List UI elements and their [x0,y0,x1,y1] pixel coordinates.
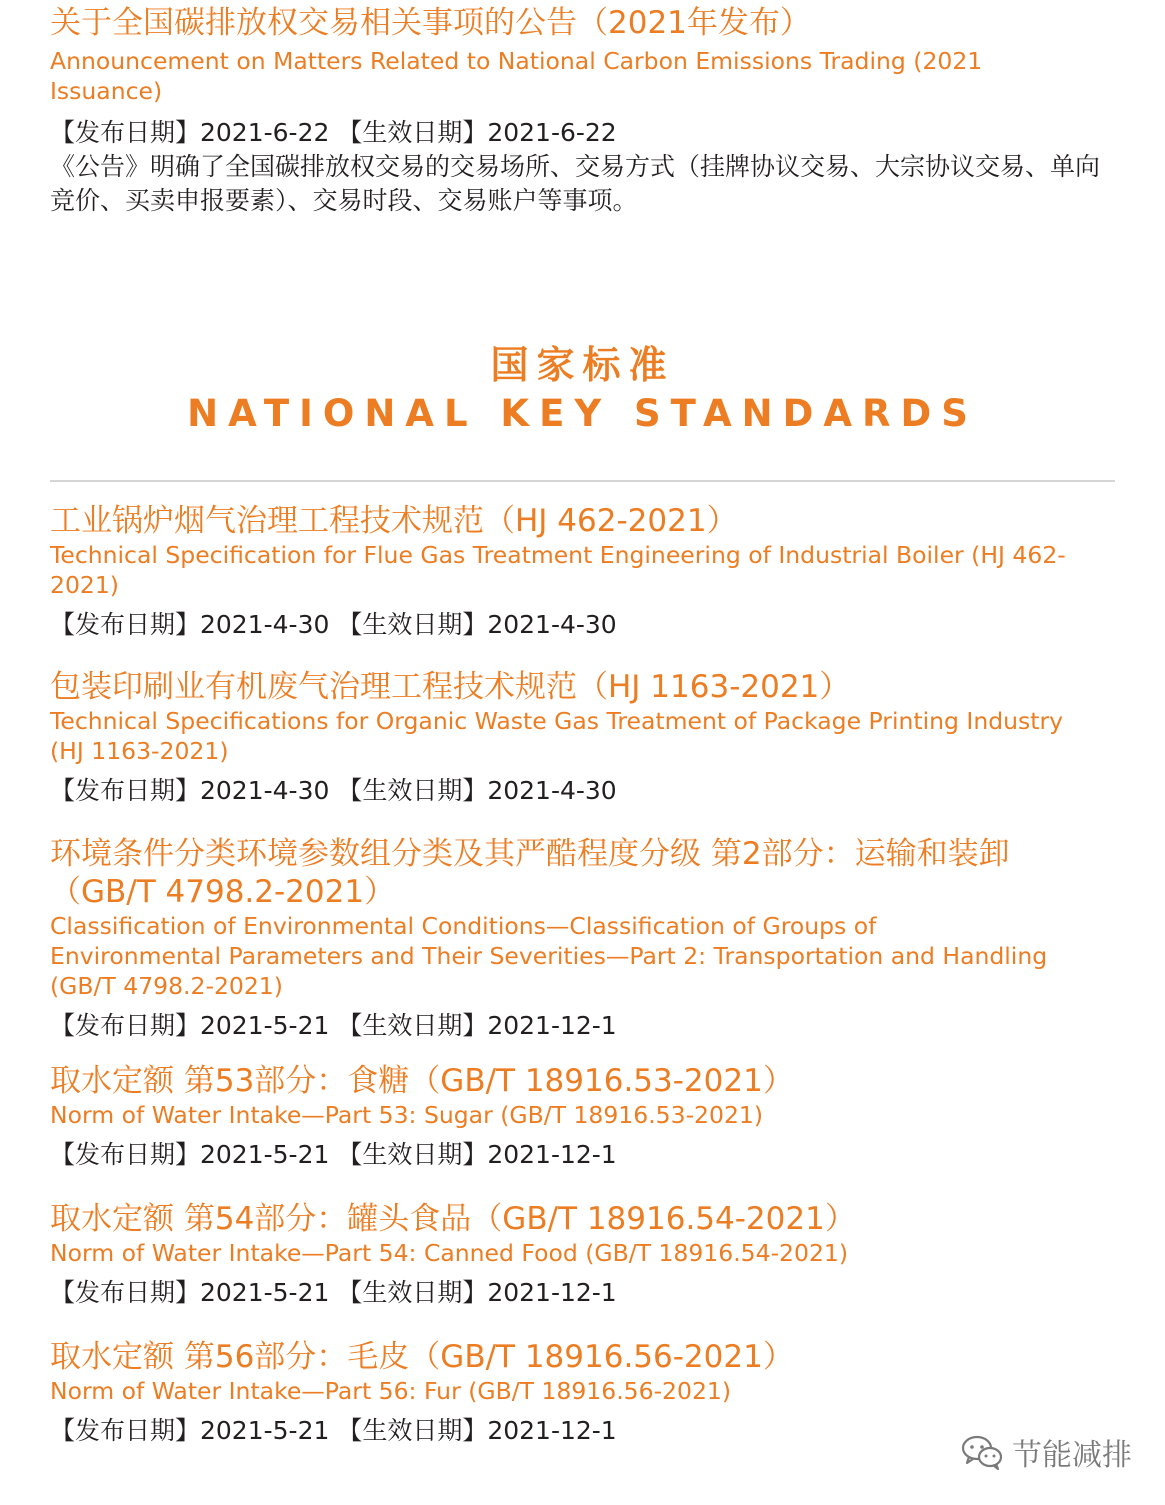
watermark-text: 节能减排 [1012,1438,1132,1473]
standard-title-cn: 工业锅炉烟气治理工程技术规范（HJ 462-2021） [50,503,738,539]
standard-title-en: Norm of Water Intake—Part 56: Fur (GB/T 18916.56-2021) [50,1377,732,1405]
announcement-title-en: Announcement on Matters Related to National Carbon Emissions Trading (2021 Issuance) [50,47,983,105]
standard-title-cn: 环境条件分类环境参数组分类及其严酷程度分级 第2部分：运输和装卸（GB/T 4798.2-2021） [50,836,1010,910]
section-divider [50,480,1115,482]
standard-title-en: Norm of Water Intake—Part 53: Sugar (GB/T 18916.53-2021) [50,1101,764,1129]
standard-dates: 【发布日期】2021-5-21 【生效日期】2021-12-1 [50,1416,617,1445]
standard-dates: 【发布日期】2021-5-21 【生效日期】2021-12-1 [50,1011,617,1040]
standard-title-cn: 包装印刷业有机废气治理工程技术规范（HJ 1163-2021） [50,669,851,705]
standard-dates: 【发布日期】2021-4-30 【生效日期】2021-4-30 [50,610,617,639]
announcement-title-cn: 关于全国碳排放权交易相关事项的公告（2021年发布） [50,5,811,41]
standard-entry [50,1062,1120,1172]
wechat-icon [960,1432,1004,1472]
standard-entry [50,1200,1120,1310]
standard-entry [50,835,1120,1043]
watermark [960,1430,1132,1474]
standard-entry [50,668,1120,808]
standard-title-en: Classification of Environmental Conditions—Classification of Groups of Environmental Parameters and Their Severities—Part 2: Transportation and Handling (GB/T 4798.2-2021) [50,912,1048,1000]
standard-dates: 【发布日期】2021-5-21 【生效日期】2021-12-1 [50,1278,617,1307]
standard-title-en: Technical Specification for Flue Gas Treatment Engineering of Industrial Boiler (HJ 462-2021) [50,541,1066,599]
standard-title-en: Norm of Water Intake—Part 54: Canned Food (GB/T 18916.54-2021) [50,1239,849,1267]
standard-title-cn: 取水定额 第56部分：毛皮（GB/T 18916.56-2021） [50,1339,794,1375]
announcement-entry [50,4,1120,218]
standard-title-en: Technical Specifications for Organic Waste Gas Treatment of Package Printing Industry (HJ 1163-2021) [50,707,1064,765]
announcement-description: 《公告》明确了全国碳排放权交易的交易场所、交易方式（挂牌协议交易、大宗协议交易、单向竞价、买卖申报要素）、交易时段、交易账户等事项。 [50,152,1101,215]
standard-title-cn: 取水定额 第53部分：食糖（GB/T 18916.53-2021） [50,1063,794,1099]
standard-dates: 【发布日期】2021-5-21 【生效日期】2021-12-1 [50,1140,617,1169]
announcement-dates: 【发布日期】2021-6-22 【生效日期】2021-6-22 [50,118,617,147]
standard-dates: 【发布日期】2021-4-30 【生效日期】2021-4-30 [50,776,617,805]
section-title-cn: 国家标准 [490,343,675,387]
standard-entry [50,502,1120,642]
standard-title-cn: 取水定额 第54部分：罐头食品（GB/T 18916.54-2021） [50,1201,856,1237]
section-title-en: NATIONAL KEY STANDARDS [187,392,978,435]
